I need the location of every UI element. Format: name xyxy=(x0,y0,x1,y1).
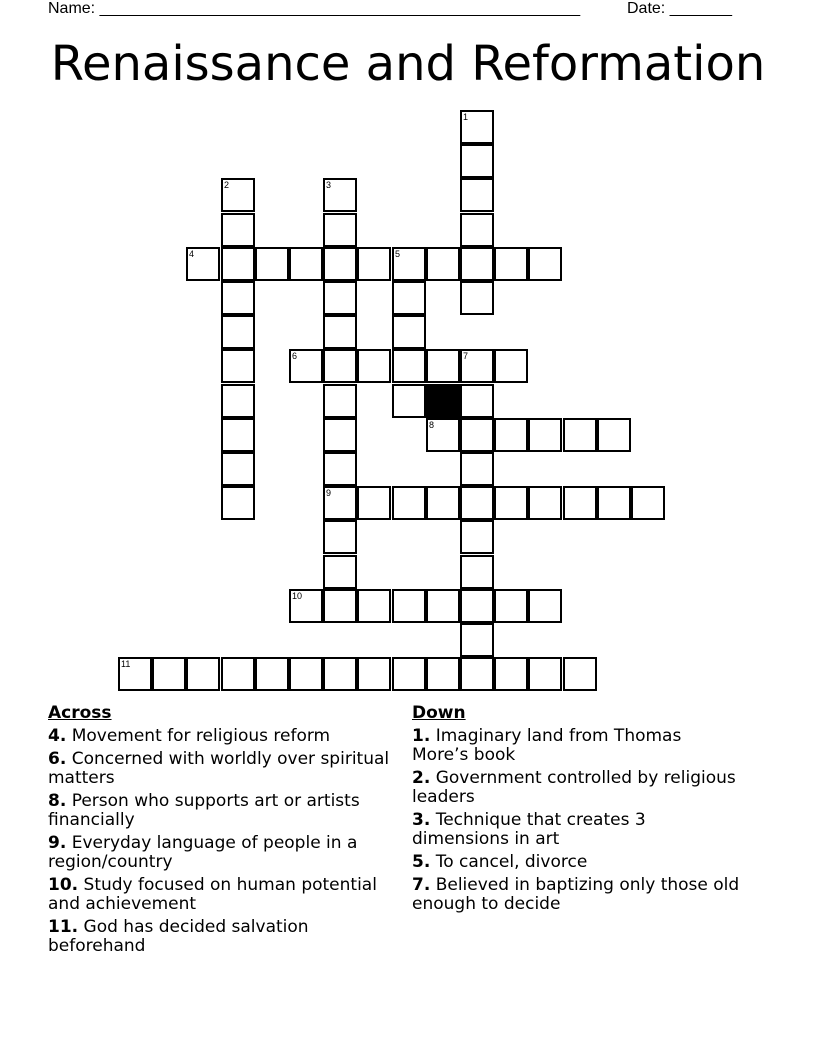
crossword-cell[interactable] xyxy=(357,589,391,623)
crossword-cell[interactable] xyxy=(563,486,597,520)
crossword-cell[interactable] xyxy=(323,486,357,520)
clue-text: Study focused on human potential and achievement xyxy=(48,875,377,914)
crossword-cell[interactable] xyxy=(426,589,460,623)
crossword-cell[interactable] xyxy=(323,520,357,554)
clue-number: 8. xyxy=(48,791,67,811)
crossword-cell[interactable] xyxy=(221,247,255,281)
crossword-cell[interactable] xyxy=(392,589,426,623)
clue-number: 11 xyxy=(121,659,131,669)
crossword-cell[interactable] xyxy=(528,657,562,691)
crossword-cell[interactable] xyxy=(323,349,357,383)
crossword-cell[interactable] xyxy=(392,247,426,281)
down-heading: Down xyxy=(412,703,466,723)
crossword-cell[interactable] xyxy=(323,555,357,589)
crossword-cell[interactable] xyxy=(323,418,357,452)
crossword-cell[interactable] xyxy=(460,555,494,589)
crossword-cell[interactable] xyxy=(323,452,357,486)
crossword-cell[interactable] xyxy=(494,589,528,623)
crossword-cell[interactable] xyxy=(460,213,494,247)
clue-number: 9. xyxy=(48,833,67,853)
crossword-cell[interactable] xyxy=(186,657,220,691)
crossword-cell[interactable] xyxy=(357,247,391,281)
crossword-cell[interactable] xyxy=(392,315,426,349)
across-clue xyxy=(48,750,398,788)
crossword-cell[interactable] xyxy=(392,349,426,383)
crossword-cell[interactable] xyxy=(323,281,357,315)
crossword-cell[interactable] xyxy=(460,144,494,178)
crossword-cell[interactable] xyxy=(221,657,255,691)
crossword-cell[interactable] xyxy=(221,418,255,452)
crossword-cell[interactable] xyxy=(221,213,255,247)
across-clue xyxy=(48,792,398,830)
crossword-cell[interactable] xyxy=(426,247,460,281)
down-clue xyxy=(412,769,742,807)
clue-number: 10. xyxy=(48,875,79,895)
crossword-cell[interactable] xyxy=(357,486,391,520)
crossword-cell[interactable] xyxy=(597,486,631,520)
clue-number: 3 xyxy=(326,180,332,190)
clue-number: 6. xyxy=(48,749,67,769)
clue-number: 8 xyxy=(429,420,435,430)
crossword-cell[interactable] xyxy=(221,486,255,520)
crossword-cell[interactable] xyxy=(494,418,528,452)
crossword-cell[interactable] xyxy=(494,349,528,383)
clue-number: 5 xyxy=(395,249,401,259)
black-square xyxy=(426,384,460,418)
date-field-label: Date: _______ xyxy=(627,0,732,17)
crossword-cell[interactable] xyxy=(323,213,357,247)
across-clue xyxy=(48,918,398,956)
clue-number: 6 xyxy=(292,351,298,361)
crossword-cell[interactable] xyxy=(460,247,494,281)
down-clue xyxy=(412,811,742,849)
clue-text: Everyday language of people in a region/country xyxy=(48,833,358,872)
crossword-cell[interactable] xyxy=(152,657,186,691)
clue-number: 4 xyxy=(189,249,195,259)
crossword-cell[interactable] xyxy=(460,589,494,623)
crossword-cell[interactable] xyxy=(323,589,357,623)
clue-number: 5. xyxy=(412,852,431,872)
crossword-cell[interactable] xyxy=(221,281,255,315)
crossword-cell[interactable] xyxy=(563,657,597,691)
crossword-cell[interactable] xyxy=(357,657,391,691)
across-clue xyxy=(48,876,398,914)
crossword-cell[interactable] xyxy=(221,178,255,212)
crossword-cell[interactable] xyxy=(289,589,323,623)
crossword-cell[interactable] xyxy=(460,486,494,520)
crossword-cell[interactable] xyxy=(426,657,460,691)
crossword-cell[interactable] xyxy=(289,657,323,691)
crossword-cell[interactable] xyxy=(221,384,255,418)
crossword-cell[interactable] xyxy=(460,281,494,315)
crossword-cell[interactable] xyxy=(118,657,152,691)
crossword-cell[interactable] xyxy=(597,418,631,452)
clue-text: Imaginary land from Thomas More’s book xyxy=(412,726,682,765)
crossword-cell[interactable] xyxy=(528,247,562,281)
crossword-cell[interactable] xyxy=(460,178,494,212)
crossword-cell[interactable] xyxy=(323,657,357,691)
crossword-cell[interactable] xyxy=(289,349,323,383)
crossword-cell[interactable] xyxy=(323,315,357,349)
crossword-cell[interactable] xyxy=(255,247,289,281)
page-title: Renaissance and Reformation xyxy=(50,36,766,92)
clue-text: Movement for religious reform xyxy=(71,726,331,746)
clue-number: 2 xyxy=(224,180,230,190)
crossword-cell[interactable] xyxy=(460,452,494,486)
crossword-cell[interactable] xyxy=(631,486,665,520)
clue-text: Government controlled by religious leaders xyxy=(412,768,736,807)
crossword-cell[interactable] xyxy=(494,657,528,691)
crossword-cell[interactable] xyxy=(528,486,562,520)
crossword-cell[interactable] xyxy=(494,486,528,520)
clue-number: 2. xyxy=(412,768,431,788)
crossword-cell[interactable] xyxy=(460,520,494,554)
down-clue xyxy=(412,727,742,765)
crossword-cell[interactable] xyxy=(357,349,391,383)
crossword-cell[interactable] xyxy=(221,452,255,486)
clue-number: 1 xyxy=(463,112,469,122)
down-clue xyxy=(412,876,742,914)
clue-text: To cancel, divorce xyxy=(435,852,588,872)
down-clue xyxy=(412,853,742,872)
down-clues xyxy=(412,703,742,918)
clue-number: 10 xyxy=(292,591,303,601)
clue-text: God has decided salvation beforehand xyxy=(48,917,309,956)
clue-text: Believed in baptizing only those old enough to decide xyxy=(412,875,740,914)
crossword-cell[interactable] xyxy=(563,418,597,452)
crossword-cell[interactable] xyxy=(460,418,494,452)
across-clue xyxy=(48,727,398,746)
crossword-cell[interactable] xyxy=(186,247,220,281)
name-field-label: Name: ______________________________________________________ xyxy=(48,0,581,17)
crossword-cell[interactable] xyxy=(426,418,460,452)
clue-number: 1. xyxy=(412,726,431,746)
crossword-cell[interactable] xyxy=(426,349,460,383)
clue-number: 9 xyxy=(326,488,332,498)
crossword-cell[interactable] xyxy=(460,384,494,418)
crossword-cell[interactable] xyxy=(323,178,357,212)
clue-text: Person who supports art or artists financially xyxy=(48,791,360,830)
crossword-cell[interactable] xyxy=(221,349,255,383)
crossword-cell[interactable] xyxy=(392,281,426,315)
crossword-cell[interactable] xyxy=(392,486,426,520)
clue-text: Concerned with worldly over spiritual matters xyxy=(48,749,390,788)
crossword-cell[interactable] xyxy=(460,110,494,144)
clue-number: 7. xyxy=(412,875,431,895)
clue-number: 3. xyxy=(412,810,431,830)
crossword-cell[interactable] xyxy=(221,315,255,349)
crossword-cell[interactable] xyxy=(323,384,357,418)
clue-number: 11. xyxy=(48,917,79,937)
across-clues xyxy=(48,703,398,960)
crossword-cell[interactable] xyxy=(323,247,357,281)
crossword-cell[interactable] xyxy=(460,623,494,657)
crossword-cell[interactable] xyxy=(460,657,494,691)
crossword-cell[interactable] xyxy=(392,657,426,691)
crossword-cell[interactable] xyxy=(460,349,494,383)
crossword-cell[interactable] xyxy=(528,418,562,452)
crossword-cell[interactable] xyxy=(255,657,289,691)
across-clue xyxy=(48,834,398,872)
crossword-cell[interactable] xyxy=(426,486,460,520)
crossword-cell[interactable] xyxy=(289,247,323,281)
clue-text: Technique that creates 3 dimensions in art xyxy=(412,810,646,849)
crossword-cell[interactable] xyxy=(528,589,562,623)
crossword-cell[interactable] xyxy=(392,384,426,418)
crossword-cell[interactable] xyxy=(494,247,528,281)
across-heading: Across xyxy=(48,703,112,723)
clue-number: 7 xyxy=(463,351,469,361)
clue-number: 4. xyxy=(48,726,67,746)
